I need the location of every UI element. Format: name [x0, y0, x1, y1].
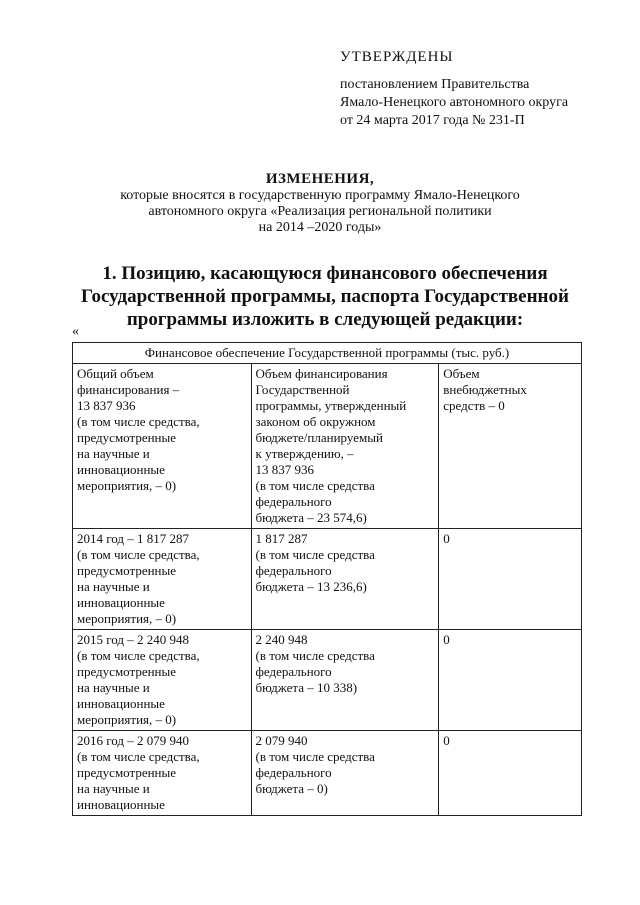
cell-text: (в том числе средства,: [77, 648, 200, 663]
cell-text: (в том числе средства,: [77, 547, 200, 562]
table-cell: [439, 529, 582, 630]
cell-text: предусмотренные: [77, 563, 177, 578]
table-cell: [439, 731, 582, 816]
cell-text: Государственной: [255, 382, 350, 397]
cell-text: на научные и: [77, 446, 150, 461]
cell-text: (в том числе средства: [255, 749, 375, 764]
cell-text: федерального: [255, 664, 332, 679]
cell-text: 0: [443, 531, 450, 546]
section-line: программы изложить в следующей редакции:: [126, 309, 524, 330]
cell-text: инновационные: [77, 797, 165, 812]
cell-text: (в том числе средства: [255, 547, 375, 562]
cell-text: 2016 год – 2 079 940: [77, 733, 189, 748]
table-cell: [439, 630, 582, 731]
table-cell: [251, 364, 439, 529]
heading-line: которые вносятся в государственную программу Ямало-Ненецкого: [120, 188, 520, 203]
cell-text: 2015 год – 2 240 948: [77, 632, 189, 647]
cell-text: законом об окружном: [255, 414, 376, 429]
document-title: ИЗМЕНЕНИЯ,: [265, 171, 375, 187]
cell-text: 0: [443, 632, 450, 647]
table-caption: Финансовое обеспечение Государственной программы (тыс. руб.): [73, 343, 582, 364]
table-cell: [251, 731, 439, 816]
cell-text: на научные и: [77, 781, 150, 796]
cell-text: федерального: [255, 494, 332, 509]
cell-text: (в том числе средства: [255, 478, 375, 493]
cell-text: Общий объем: [77, 366, 154, 381]
heading-line: автономного округа «Реализация региональной политики: [148, 204, 492, 219]
opening-quote: «: [72, 324, 79, 339]
cell-text: бюджете/планируемый: [255, 430, 383, 445]
cell-text: предусмотренные: [77, 664, 177, 679]
cell-text: федерального: [255, 765, 332, 780]
cell-text: бюджета – 13 236,6): [255, 579, 367, 594]
approval-line: постановлением Правительства: [340, 77, 530, 92]
cell-text: Объем: [443, 366, 480, 381]
table-row: [73, 364, 582, 529]
table-cell: [251, 529, 439, 630]
cell-text: бюджета – 0): [255, 781, 328, 796]
table-cell: [73, 529, 252, 630]
table-body: [73, 364, 582, 816]
cell-text: 1 817 287: [255, 531, 308, 546]
cell-text: программы, утвержденный: [255, 398, 407, 413]
cell-text: 2 240 948: [255, 632, 308, 647]
cell-text: (в том числе средства,: [77, 414, 200, 429]
table-cell: [73, 364, 252, 529]
cell-text: внебюджетных: [443, 382, 527, 397]
document-heading: [0, 170, 640, 236]
cell-text: 13 837 936: [255, 462, 314, 477]
section-heading: [70, 262, 580, 331]
section-line: 1. Позицию, касающуюся финансового обеспечения: [102, 263, 548, 284]
cell-text: бюджета – 10 338): [255, 680, 358, 695]
cell-text: инновационные: [77, 696, 165, 711]
cell-text: мероприятия, – 0): [77, 611, 177, 626]
cell-text: 2014 год – 1 817 287: [77, 531, 189, 546]
approval-block: [340, 48, 568, 130]
cell-text: 13 837 936: [77, 398, 136, 413]
cell-text: бюджета – 23 574,6): [255, 510, 367, 525]
cell-text: финансирования –: [77, 382, 180, 397]
cell-text: инновационные: [77, 595, 165, 610]
cell-text: средств – 0: [443, 398, 505, 413]
cell-text: к утверждению, –: [255, 446, 354, 461]
cell-text: мероприятия, – 0): [77, 712, 177, 727]
table-cell: [251, 630, 439, 731]
cell-text: на научные и: [77, 579, 150, 594]
table-cell: [439, 364, 582, 529]
table-row: [73, 630, 582, 731]
table-cell: [73, 731, 252, 816]
cell-text: на научные и: [77, 680, 150, 695]
table-cell: [73, 630, 252, 731]
table-row: [73, 529, 582, 630]
cell-text: мероприятия, – 0): [77, 478, 177, 493]
cell-text: 0: [443, 733, 450, 748]
approval-line: от 24 марта 2017 года № 231-П: [340, 113, 525, 128]
cell-text: федерального: [255, 563, 332, 578]
financing-table: [72, 342, 582, 816]
section-line: Государственной программы, паспорта Государственной: [81, 286, 569, 307]
cell-text: предусмотренные: [77, 765, 177, 780]
approval-line: Ямало-Ненецкого автономного округа: [340, 95, 569, 110]
heading-line: на 2014 –2020 годы»: [258, 220, 382, 235]
cell-text: Объем финансирования: [255, 366, 388, 381]
cell-text: (в том числе средства,: [77, 749, 200, 764]
cell-text: 2 079 940: [255, 733, 308, 748]
table-row: [73, 731, 582, 816]
approval-title: УТВЕРЖДЕНЫ: [340, 49, 454, 65]
cell-text: предусмотренные: [77, 430, 177, 445]
cell-text: (в том числе средства: [255, 648, 375, 663]
cell-text: инновационные: [77, 462, 165, 477]
table-caption-row: [73, 343, 582, 364]
